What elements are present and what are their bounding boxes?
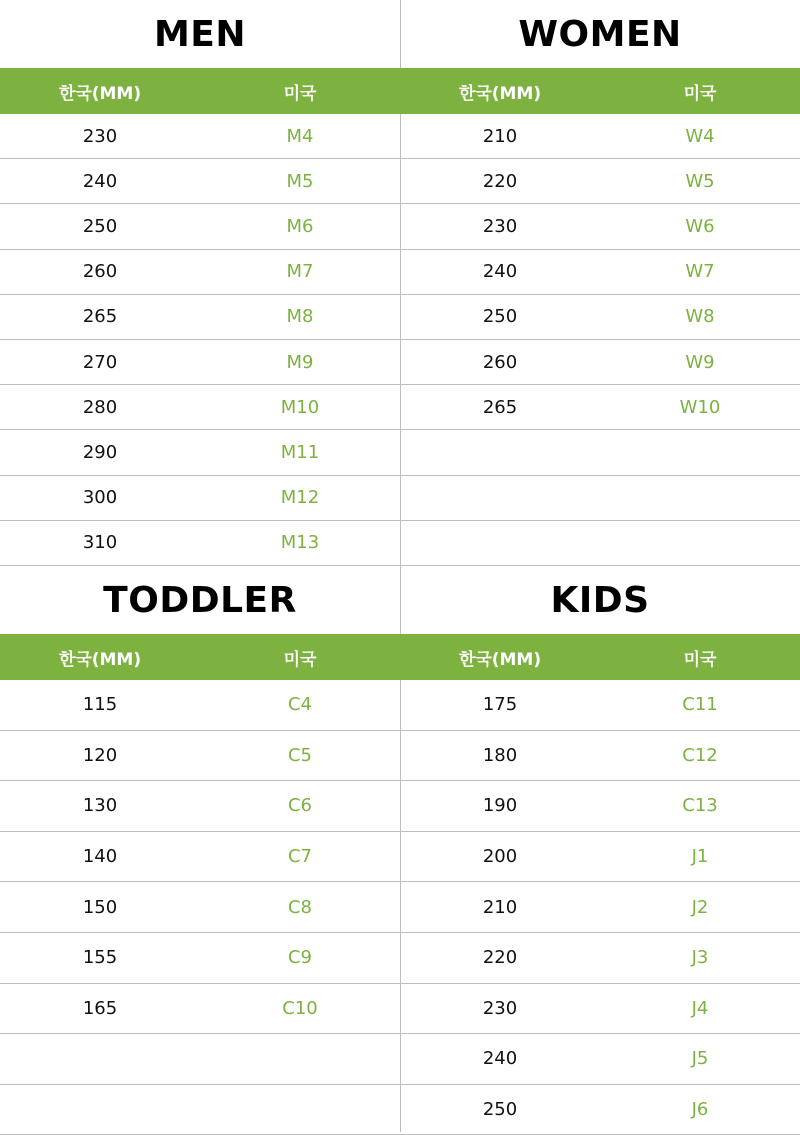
table-row: [0, 680, 400, 731]
korea-size-cell: 300: [82, 487, 118, 509]
table-row: [0, 114, 400, 159]
table-row: [0, 781, 400, 832]
table-header: [0, 68, 400, 114]
korea-size-cell: 130: [82, 795, 118, 817]
us-size-cell: W10: [679, 396, 721, 418]
us-size-cell: C9: [287, 947, 313, 969]
korea-size-cell: 155: [82, 947, 118, 969]
korea-size-cell: 260: [82, 261, 118, 283]
table-row: [400, 1085, 800, 1135]
table-row: [0, 731, 400, 782]
table-row: [0, 430, 400, 475]
table-row: [0, 1034, 400, 1085]
korea-size-cell: 310: [82, 532, 118, 554]
korea-size-cell: 115: [82, 694, 118, 716]
table-row: [400, 385, 800, 430]
us-size-cell: M8: [286, 306, 314, 328]
us-size-cell: J4: [691, 997, 709, 1019]
korea-size-cell: 270: [82, 351, 118, 373]
table-header: [400, 634, 800, 680]
korea-mm-header: 한국(MM): [458, 649, 542, 670]
korea-size-cell: 250: [82, 215, 118, 237]
toddler-section: [0, 566, 400, 1135]
table-row: [400, 476, 800, 521]
us-size-cell: W9: [685, 351, 715, 373]
table-row: [0, 832, 400, 883]
us-size-cell: W4: [685, 125, 715, 147]
us-size-cell: C13: [682, 795, 718, 817]
us-size-cell: M4: [286, 125, 314, 147]
korea-size-cell: 190: [482, 795, 518, 817]
us-size-cell: C4: [287, 694, 313, 716]
table-row: [0, 204, 400, 249]
table-row: [400, 204, 800, 249]
korea-size-cell: 250: [482, 306, 518, 328]
table-row: [0, 882, 400, 933]
us-size-cell: C10: [282, 997, 318, 1019]
us-size-cell: C8: [287, 896, 313, 918]
table-row: [0, 933, 400, 984]
table-row: [0, 295, 400, 340]
table-row: [400, 250, 800, 295]
women-section: [400, 0, 800, 566]
us-size-cell: M7: [286, 261, 314, 283]
us-size-cell: C7: [287, 846, 313, 868]
us-size-cell: J5: [691, 1048, 709, 1070]
korea-size-cell: 220: [482, 947, 518, 969]
us-size-cell: C11: [682, 694, 718, 716]
korea-size-cell: 200: [482, 846, 518, 868]
korea-size-cell: 180: [482, 744, 518, 766]
table-row: [400, 984, 800, 1035]
table-row: [400, 1034, 800, 1085]
table-row: [400, 731, 800, 782]
table-row: [400, 159, 800, 204]
table-row: [400, 521, 800, 566]
us-size-cell: M11: [280, 441, 320, 463]
usa-header: 미국: [683, 649, 717, 670]
korea-size-cell: 140: [82, 846, 118, 868]
korea-size-cell: 210: [482, 896, 518, 918]
us-size-cell: M6: [286, 215, 314, 237]
table-row: [400, 832, 800, 883]
table-row: [0, 476, 400, 521]
korea-mm-header: 한국(MM): [58, 649, 142, 670]
korea-size-cell: 280: [82, 396, 118, 418]
table-row: [0, 521, 400, 566]
us-size-cell: J2: [691, 896, 709, 918]
us-size-cell: W8: [685, 306, 715, 328]
size-rows: [0, 680, 400, 1135]
korea-size-cell: 250: [482, 1099, 518, 1121]
table-row: [400, 882, 800, 933]
korea-size-cell: 175: [482, 694, 518, 716]
us-size-cell: M5: [286, 170, 314, 192]
size-rows: [400, 114, 800, 566]
size-rows: [0, 114, 400, 566]
kids-section: [400, 566, 800, 1135]
table-row: [400, 430, 800, 475]
us-size-cell: J1: [691, 846, 709, 868]
korea-size-cell: 265: [82, 306, 118, 328]
korea-size-cell: 265: [482, 396, 518, 418]
usa-header: 미국: [283, 649, 317, 670]
us-size-cell: C12: [682, 744, 718, 766]
table-row: [400, 680, 800, 731]
korea-size-cell: 240: [482, 261, 518, 283]
us-size-cell: J3: [691, 947, 709, 969]
table-header: [0, 634, 400, 680]
us-size-cell: C5: [287, 744, 313, 766]
table-row: [0, 385, 400, 430]
usa-header: 미국: [683, 83, 717, 104]
us-size-cell: M12: [280, 487, 320, 509]
korea-size-cell: 120: [82, 744, 118, 766]
korea-size-cell: 290: [82, 441, 118, 463]
table-row: [400, 933, 800, 984]
section-title: WOMEN: [518, 13, 682, 55]
korea-size-cell: 210: [482, 125, 518, 147]
us-size-cell: W7: [685, 261, 715, 283]
us-size-cell: M9: [286, 351, 314, 373]
size-rows: [400, 680, 800, 1135]
korea-size-cell: 240: [82, 170, 118, 192]
korea-size-cell: 230: [82, 125, 118, 147]
table-row: [0, 250, 400, 295]
table-row: [0, 340, 400, 385]
table-row: [0, 159, 400, 204]
table-header: [400, 68, 800, 114]
us-size-cell: W6: [685, 215, 715, 237]
korea-size-cell: 230: [482, 997, 518, 1019]
usa-header: 미국: [283, 83, 317, 104]
korea-size-cell: 240: [482, 1048, 518, 1070]
us-size-cell: C6: [287, 795, 313, 817]
section-title: MEN: [153, 13, 247, 55]
korea-size-cell: 150: [82, 896, 118, 918]
us-size-cell: M13: [280, 532, 320, 554]
us-size-cell: M10: [280, 396, 320, 418]
us-size-cell: W5: [685, 170, 715, 192]
table-row: [400, 114, 800, 159]
korea-mm-header: 한국(MM): [58, 83, 142, 104]
section-title: TODDLER: [103, 579, 297, 621]
table-row: [0, 984, 400, 1035]
table-row: [400, 295, 800, 340]
korea-mm-header: 한국(MM): [458, 83, 542, 104]
table-row: [400, 340, 800, 385]
korea-size-cell: 165: [82, 997, 118, 1019]
table-row: [400, 781, 800, 832]
section-title: KIDS: [550, 579, 650, 621]
korea-size-cell: 230: [482, 215, 518, 237]
table-row: [0, 1085, 400, 1135]
men-section: [0, 0, 400, 566]
us-size-cell: J6: [691, 1099, 709, 1121]
korea-size-cell: 260: [482, 351, 518, 373]
korea-size-cell: 220: [482, 170, 518, 192]
